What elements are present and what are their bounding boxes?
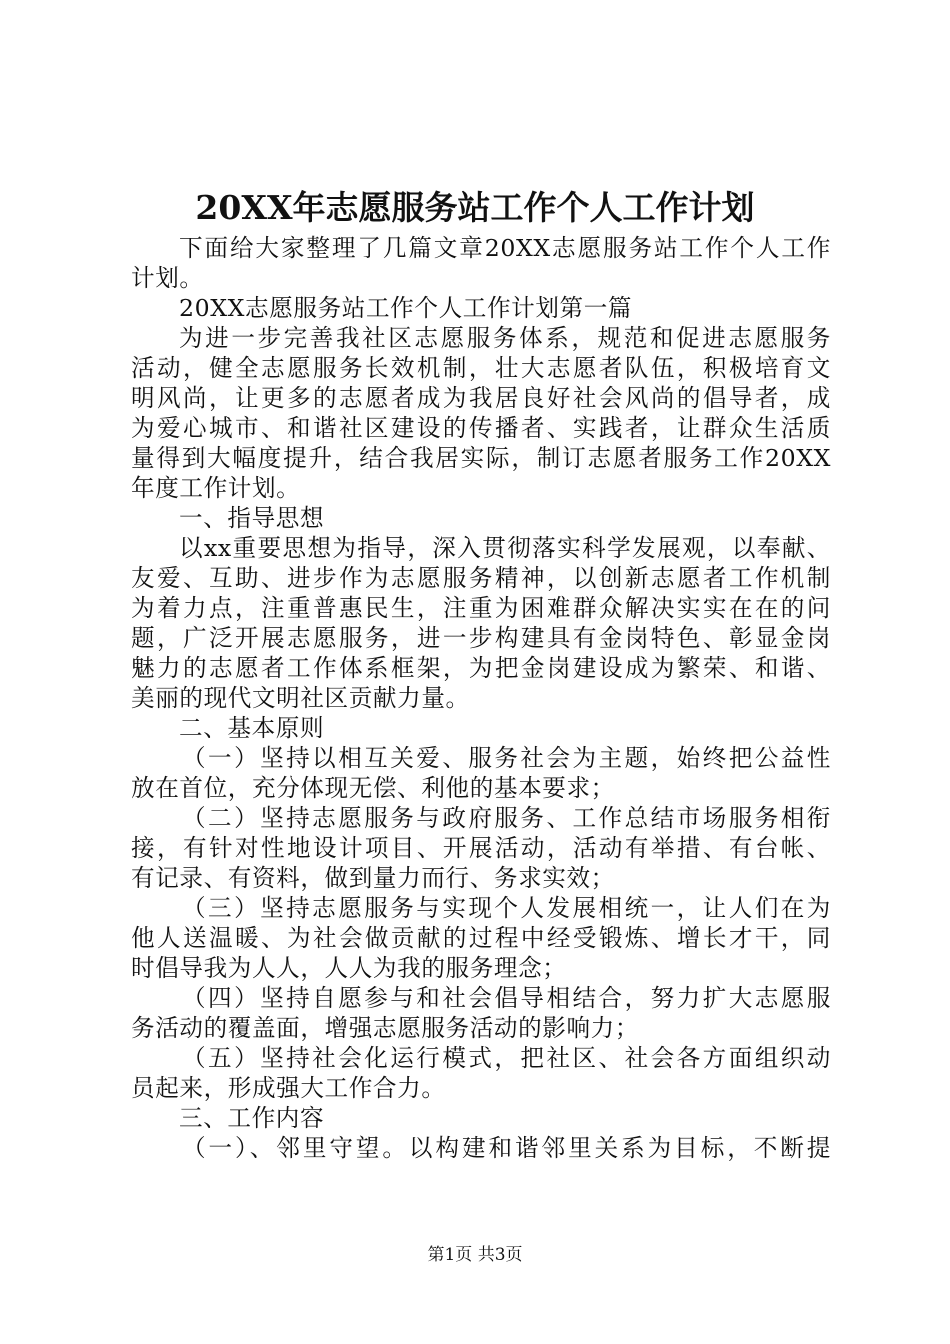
- paragraph-line: 务活动的覆盖面，增强志愿服务活动的影响力；: [131, 1014, 640, 1042]
- paragraph-line: 20XX志愿服务站工作个人工作计划第一篇: [179, 294, 633, 322]
- paragraph-line: 他人送温暖、为社会做贡献的过程中经受锻炼、增长才干，同: [131, 924, 831, 952]
- paragraph-line: 时倡导我为人人，人人为我的服务理念；: [131, 954, 567, 982]
- paragraph-line: 有记录、有资料，做到量力而行、务求实效；: [131, 864, 615, 892]
- paragraph-line: （一）坚持以相互关爱、服务社会为主题，始终把公益性: [182, 744, 831, 772]
- page-number-footer: 第1页 共3页: [427, 1245, 523, 1265]
- paragraph-line: 题，广泛开展志愿服务，进一步构建具有金岗特色、彰显金岗: [131, 624, 831, 652]
- paragraph-line: 员起来，形成强大工作合力。: [131, 1074, 446, 1102]
- paragraph-line: （五）坚持社会化运行模式，把社区、社会各方面组织动: [182, 1044, 831, 1072]
- paragraph-line: 为进一步完善我社区志愿服务体系，规范和促进志愿服务: [179, 324, 831, 352]
- paragraph-line: 活动，健全志愿服务长效机制，壮大志愿者队伍，积极培育文: [131, 354, 831, 382]
- paragraph-line: 量得到大幅度提升，结合我居实际，制订志愿者服务工作20XX: [131, 444, 831, 472]
- paragraph-line: 为着力点，注重普惠民生，注重为困难群众解决实实在在的问: [131, 594, 831, 622]
- paragraph-line: 以xx重要思想为指导，深入贯彻落实科学发展观，以奉献、: [179, 534, 831, 562]
- paragraph-line: （四）坚持自愿参与和社会倡导相结合，努力扩大志愿服: [182, 984, 831, 1012]
- document-body: [131, 233, 831, 1163]
- paragraph-line: 魅力的志愿者工作体系框架，为把金岗建设成为繁荣、和谐、: [131, 654, 831, 682]
- paragraph-line: 接，有针对性地设计项目、开展活动，活动有举措、有台帐、: [131, 834, 831, 862]
- paragraph-line: 为爱心城市、和谐社区建设的传播者、实践者，让群众生活质: [131, 414, 831, 442]
- paragraph-line: （一）、邻里守望。以构建和谐邻里关系为目标，不断提: [182, 1134, 831, 1162]
- paragraph-line: 友爱、互助、进步作为志愿服务精神，以创新志愿者工作机制: [131, 564, 831, 592]
- paragraph-line: （二）坚持志愿服务与政府服务、工作总结市场服务相衔: [182, 804, 831, 832]
- paragraph-line: 计划。: [131, 264, 204, 292]
- section-heading: 一、指导思想: [179, 504, 325, 532]
- document-title: 20XX年志愿服务站工作个人工作计划: [195, 188, 755, 227]
- section-heading: 二、基本原则: [179, 714, 325, 742]
- paragraph-line: 明风尚，让更多的志愿者成为我居良好社会风尚的倡导者，成: [131, 384, 831, 412]
- section-heading: 三、工作内容: [179, 1104, 325, 1132]
- paragraph-line: 放在首位，充分体现无偿、利他的基本要求；: [131, 774, 615, 802]
- paragraph-line: 下面给大家整理了几篇文章20XX志愿服务站工作个人工作: [179, 234, 831, 262]
- paragraph-line: 年度工作计划。: [131, 474, 301, 502]
- paragraph-line: （三）坚持志愿服务与实现个人发展相统一，让人们在为: [182, 894, 831, 922]
- paragraph-line: 美丽的现代文明社区贡献力量。: [131, 684, 470, 712]
